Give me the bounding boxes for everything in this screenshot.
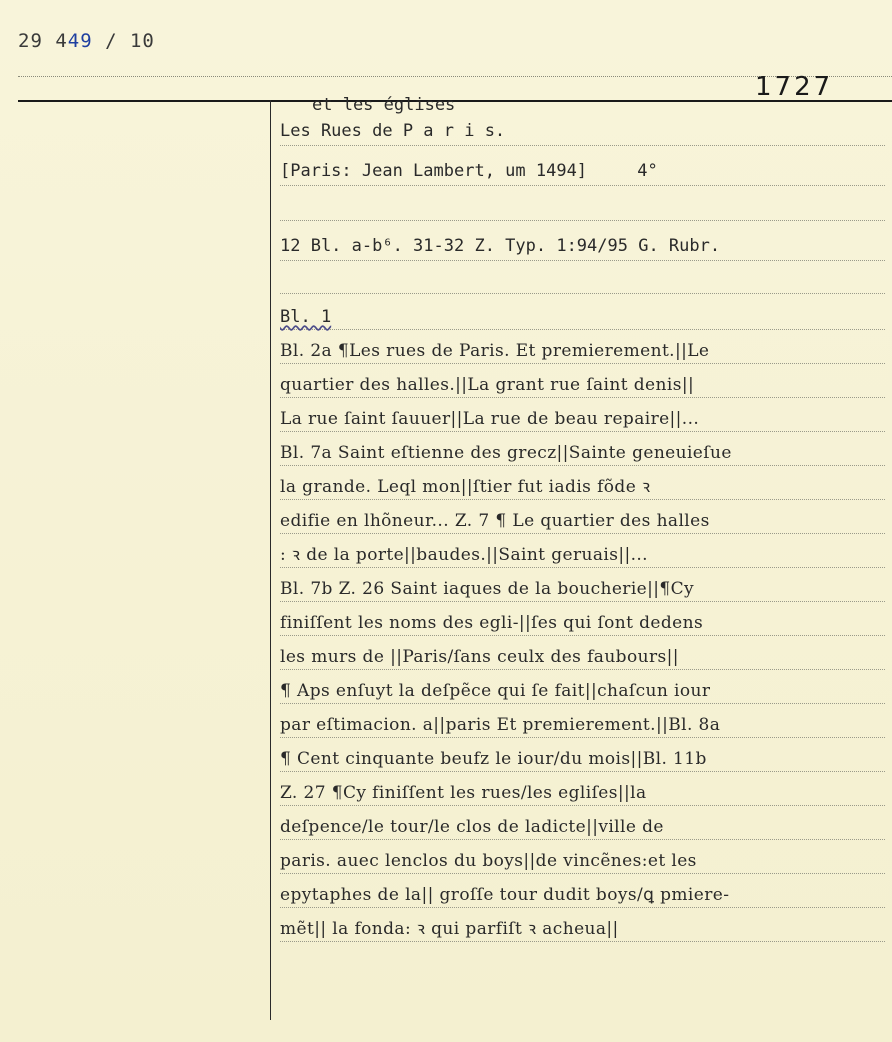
imprint-row [280, 146, 885, 186]
transcription-line: La rue ſaint ſauuer||La rue de beau repaire||... [280, 398, 885, 432]
blank-row [280, 261, 885, 294]
reference-number-prefix: 29 4 [18, 30, 68, 52]
transcription-line: les murs de ||Paris/ſans ceulx des faubours|| [280, 636, 885, 670]
title-insertion: et les églises [312, 95, 456, 115]
card-number: 1727 [755, 72, 834, 102]
reference-number-suffix: / 10 [92, 30, 155, 52]
imprint: [Paris: Jean Lambert, um 1494] [280, 161, 588, 181]
entry-body [280, 95, 885, 942]
title: Les Rues de P a r i s. [280, 121, 506, 141]
transcription-line: ¶ Aps enſuyt la deſpẽce qui ſe fait||chaſcun iour [280, 670, 885, 704]
bl1-reference: Bl. 1 [280, 307, 332, 327]
transcription-line: quartier des halles.||La grant rue ſaint denis|| [280, 364, 885, 398]
title-row [280, 95, 885, 146]
transcription-line: paris. auec lenclos du boys||de vincẽnes:et les [280, 840, 885, 874]
transcription-line: : ꝛ de la porte||baudes.||Saint geruais||... [280, 534, 885, 568]
reference-number-handwritten: 49 [67, 30, 93, 52]
transcription-line: Bl. 7b Z. 26 Saint iaques de la boucherie||¶Cy [280, 568, 885, 602]
transcription-line: par eſtimacion. a||paris Et premierement.||Bl. 8a [280, 704, 885, 738]
blank-row [280, 186, 885, 221]
transcription-line: mẽt|| la fonda: ꝛ qui parfiſt ꝛ acheua|| [280, 908, 885, 942]
bl1-row [280, 294, 885, 330]
margin-vertical-rule [270, 100, 271, 1020]
transcription-line: Z. 27 ¶Cy finiſſent les rues/les egliſes||la [280, 772, 885, 806]
transcription-line: epytaphes de la|| groſſe tour dudit boys/ꝗ pmiere- [280, 874, 885, 908]
collation: 12 Bl. a-b⁶. 31-32 Z. Typ. 1:94/95 G. Rubr. [280, 236, 721, 256]
reference-number [18, 30, 155, 52]
collation-row [280, 221, 885, 261]
transcription-line: finiſſent les noms des egli-||ſes qui ſont dedens [280, 602, 885, 636]
transcription-line: ¶ Cent cinquante beufz le iour/du mois||Bl. 11b [280, 738, 885, 772]
transcription-line: la grande. Leql mon||ſtier fut iadis fõde ꝛ [280, 466, 885, 500]
transcription-line: edifie en lhõneur... Z. 7 ¶ Le quartier des halles [280, 500, 885, 534]
transcription-line: deſpence/le tour/le clos de ladicte||ville de [280, 806, 885, 840]
transcription-block [280, 330, 885, 942]
format: 4° [637, 161, 658, 181]
transcription-line: Bl. 2a ¶Les rues de Paris. Et premierement.||Le [280, 330, 885, 364]
transcription-line: Bl. 7a Saint eſtienne des grecz||Sainte geneuieſue [280, 432, 885, 466]
